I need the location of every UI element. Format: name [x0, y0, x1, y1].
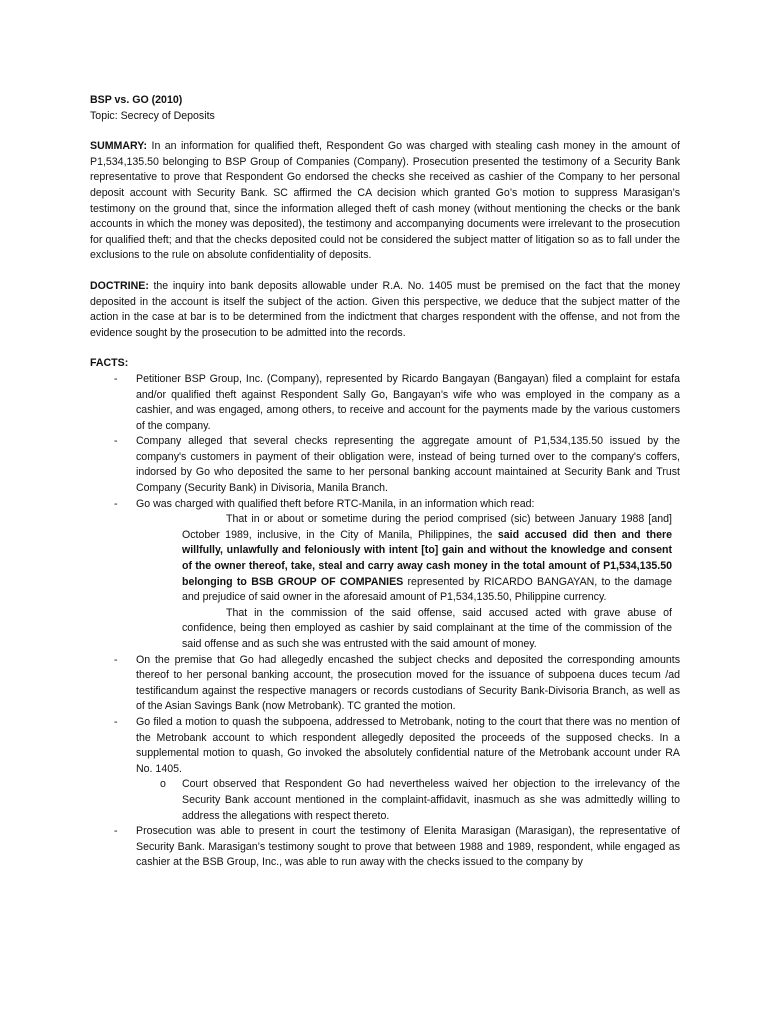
doctrine-paragraph — [90, 279, 680, 341]
summary-label: SUMMARY: — [90, 140, 148, 153]
circle-bullet-icon: o — [160, 778, 166, 791]
dash-bullet-icon: - — [114, 435, 118, 448]
fact-item — [90, 497, 680, 513]
fact-text: Petitioner BSP Group, Inc. (Company), represented by Ricardo Bangayan (Bangayan) filed a complaint for estafa and/or qualified theft against Respondent Sally Go, Bangayan’s wife who was employed in the company as a cashier, and was engaged, among others, to receive and account for the payments made by the various customers of the company. — [136, 372, 680, 432]
case-title: BSP vs. GO (2010) — [90, 94, 183, 106]
fact-item — [90, 372, 680, 434]
facts-heading: FACTS: — [90, 357, 129, 370]
fact-text: Company alleged that several checks representing the aggregate amount of P1,534,135.50 issued by the company's customers in payment of their obligation were, instead of being turned over to the company's coffers, indorsed by Go who deposited the same to her personal banking account maintained at Security Bank and Trust Company (Security Bank) in Divisoria, Manila Branch. — [136, 435, 680, 495]
fact-text: Go was charged with qualified theft before RTC-Manila, in an information which read: — [136, 497, 535, 510]
quote-text: represented by RICARDO BANGAYAN, to the damage and prejudice of said owner in the aforesaid amount of P1,534,135.50, Philippine currency. — [182, 575, 672, 604]
quote-bold-text: said accused did then and there willfully, unlawfully and feloniously with intent [to] gain and without the knowledge and consent of the owner thereof, take, steal and carry away cash money in the total amount of P1,534,135.50 belonging to BSB GROUP OF COMPANIES — [182, 528, 672, 588]
fact-item — [90, 715, 680, 777]
doctrine-text: the inquiry into bank deposits allowable under R.A. No. 1405 must be premised on the fact that the money deposited in the account is itself the subject of the action. Given this perspective, we deduce that the subject matter of the action in the case at bar is to be determined from the indictment that charges respondent with the offense, and not from the evidence sought by the prosecution to be admitted into the records. — [90, 279, 680, 339]
fact-item — [90, 653, 680, 715]
fact-text: On the premise that Go had allegedly encashed the subject checks and deposited the corresponding amounts thereof to her personal banking account, the prosecution moved for the issuance of subpoena duces tecum /ad testificandum against the respective managers or records custodians of Security Bank-Divisoria Branch, as well as of the Asian Savings Bank (now Metrobank). TC granted the motion. — [136, 653, 680, 713]
fact-text: Prosecution was able to present in court the testimony of Elenita Marasigan (Marasigan), the representative of Security Bank. Marasigan’s testimony sought to prove that between 1988 and 1989, respondent, while engaged as cashier at the BSB Group, Inc., was able to run away with the checks issued to the company by — [136, 825, 680, 869]
dash-bullet-icon: - — [114, 497, 118, 510]
fact-item — [90, 434, 680, 496]
facts-list-continued — [90, 653, 680, 778]
quote-paragraph-1 — [182, 512, 672, 606]
dash-bullet-icon: - — [114, 372, 118, 385]
fact-subitem — [90, 777, 680, 824]
fact-text: Go filed a motion to quash the subpoena, addressed to Metrobank, noting to the court that there was no mention of the Metrobank account to which respondent allegedly deposited the proceeds of the supposed checks. In a supplemental motion to quash, Go invoked the absolutely confidential nature of the Metrobank account under RA No. 1405. — [136, 715, 680, 775]
facts-list-final — [90, 824, 680, 871]
summary-text: In an information for qualified theft, Respondent Go was charged with stealing cash money in the amount of P1,534,135.50 belonging to BSP Group of Companies (Company). Prosecution presented the testimony of a Security Bank representative to prove that Respondent Go endorsed the checks she received as cashier of the Company to her personal deposit account with Security Bank. SC affirmed the CA decision which granted Go’s motion to suppress Marasigan’s testimony on the ground that, since the information alleged theft of cash money (without mentioning the checks or the bank accounts in which the money was deposited), the testimony and accompanying documents were irrelevant to the prosecution for qualified theft; and that the checks deposited could not be considered the subject matter of litigation so as to fall under the exclusions to the rule on absolute confidentiality of deposits. — [90, 140, 680, 262]
summary-paragraph — [90, 139, 680, 264]
subitem-text: Court observed that Respondent Go had nevertheless waived her objection to the irrelevancy of the Security Bank account mentioned in the complaint-affidavit, inasmuch as she was admittedly willing to address the allegations with respect thereto. — [182, 778, 680, 822]
information-quote — [182, 512, 672, 652]
case-digest — [90, 93, 680, 871]
quote-paragraph-2: That in the commission of the said offense, said accused acted with grave abuse of confidence, being then employed as cashier by said complainant at the time of the commission of the said offense and as such she was entrusted with the said amount of money. — [182, 606, 672, 650]
facts-list — [90, 372, 680, 512]
fact-item — [90, 824, 680, 871]
dash-bullet-icon: - — [114, 825, 118, 838]
dash-bullet-icon: - — [114, 715, 118, 728]
doctrine-label: DOCTRINE: — [90, 279, 149, 292]
case-topic: Topic: Secrecy of Deposits — [90, 109, 215, 122]
dash-bullet-icon: - — [114, 653, 118, 666]
quote-text: That in or about or sometime during the period comprised (sic) between January 1988 [and] October 1989, inclusive, in the City of Manila, Philippines, the — [182, 513, 672, 541]
